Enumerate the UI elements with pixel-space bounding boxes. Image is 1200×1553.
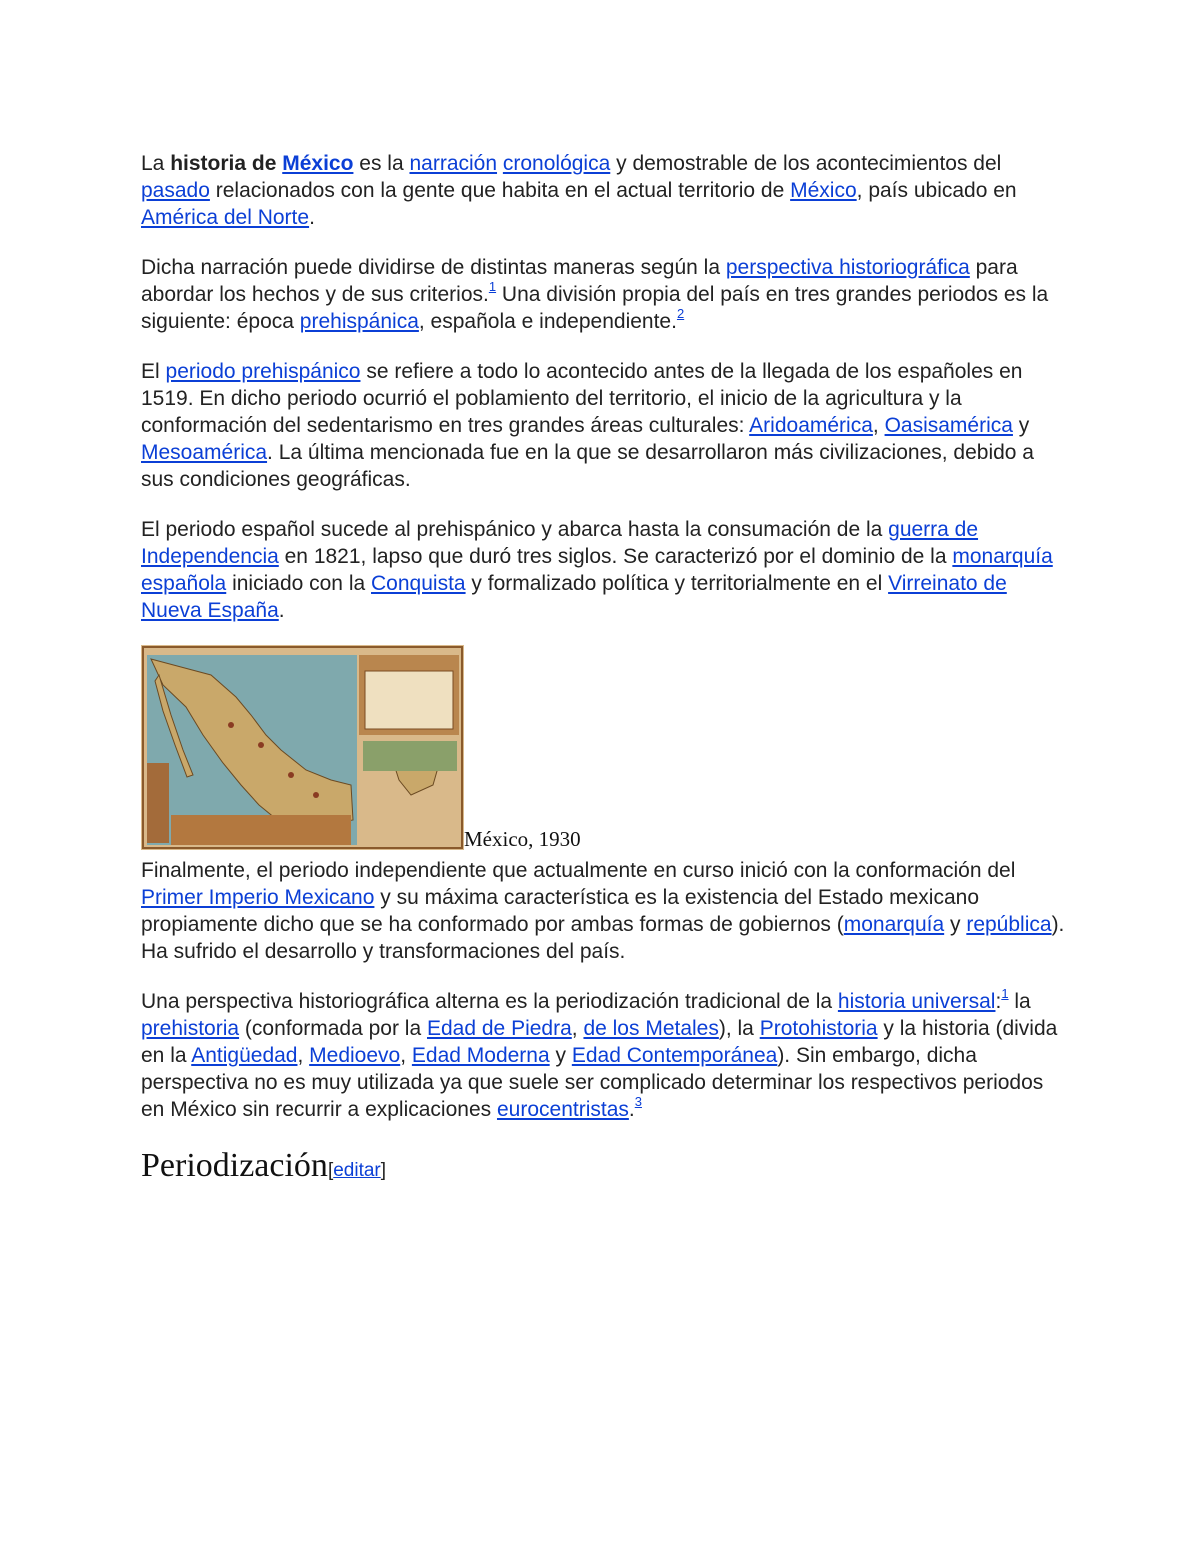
reference-1[interactable]: 1 bbox=[1001, 986, 1009, 1001]
text: en 1821, lapso que duró tres siglos. Se caracterizó por el dominio de la bbox=[278, 545, 953, 568]
paragraph-espanol bbox=[141, 516, 1066, 624]
link-mexico[interactable]: México bbox=[790, 179, 857, 202]
link-periodo-prehispanico[interactable]: periodo prehispánico bbox=[165, 360, 361, 383]
text: ). Sin embargo, dicha perspectiva no es muy utilizada ya que suele ser complicado determinar los respectivos periodos en México sin recurrir a explicaciones bbox=[141, 1044, 1044, 1121]
text: y bbox=[549, 1044, 572, 1067]
link-prehistoria[interactable]: prehistoria bbox=[141, 1017, 240, 1040]
heading-title: Periodización bbox=[141, 1147, 328, 1184]
text: relacionados con la gente que habita en el actual territorio de bbox=[209, 179, 791, 202]
text: La bbox=[141, 152, 171, 175]
map-image[interactable] bbox=[141, 645, 464, 850]
link-pasado[interactable]: pasado bbox=[141, 179, 210, 202]
link-eurocentristas[interactable]: eurocentristas bbox=[496, 1098, 629, 1121]
reference-2[interactable]: 2 bbox=[676, 306, 685, 321]
text: , española e independiente. bbox=[418, 310, 677, 333]
figure-caption: México, 1930 bbox=[464, 827, 581, 851]
text: . La última mencionada fue en la que se desarrollaron más civilizaciones, debido a sus condiciones geográficas. bbox=[141, 441, 1034, 491]
link-protohistoria[interactable]: Protohistoria bbox=[759, 1017, 878, 1040]
paragraph-prehispanico bbox=[141, 358, 1066, 493]
text: El periodo español sucede al prehispánico y abarca hasta la consumación de la bbox=[141, 518, 889, 541]
bracket: ] bbox=[380, 1160, 387, 1181]
paragraph-intro bbox=[141, 150, 1066, 231]
link-guerra-independencia[interactable]: guerra de Independencia bbox=[141, 518, 979, 568]
link-virreinato[interactable]: Virreinato de Nueva España bbox=[141, 572, 1007, 622]
link-antiguedad[interactable]: Antigüedad bbox=[191, 1044, 298, 1067]
link-cronologica[interactable]: cronológica bbox=[502, 152, 611, 175]
link-aridoamerica[interactable]: Aridoamérica bbox=[749, 414, 873, 437]
text: . bbox=[628, 1098, 635, 1121]
text: y su máxima característica es la existencia del Estado mexicano propiamente dicho que se ha conformado por ambas formas de gobiernos ( bbox=[141, 886, 979, 936]
map-figure bbox=[141, 645, 1066, 850]
text: Una perspectiva historiográfica alterna es la periodización tradicional de la bbox=[141, 990, 838, 1013]
link-perspectiva-historiografica[interactable]: perspectiva historiográfica bbox=[725, 256, 970, 279]
text: El bbox=[141, 360, 166, 383]
edit-link[interactable]: editar bbox=[333, 1160, 381, 1181]
link-oasisamerica[interactable]: Oasisamérica bbox=[884, 414, 1013, 437]
link-mexico-bold[interactable]: México bbox=[282, 152, 354, 175]
text: Dicha narración puede dividirse de distintas maneras según la bbox=[141, 256, 726, 279]
text: y demostrable de los acontecimientos del bbox=[610, 152, 1002, 175]
text: , bbox=[571, 1017, 584, 1040]
reference-1[interactable]: 1 bbox=[488, 279, 497, 294]
section-heading-periodizacion bbox=[141, 1146, 1066, 1191]
text: es la bbox=[353, 152, 410, 175]
text: . bbox=[309, 206, 315, 229]
link-narracion[interactable]: narración bbox=[409, 152, 498, 175]
link-edad-moderna[interactable]: Edad Moderna bbox=[411, 1044, 550, 1067]
text: (conformada por la bbox=[239, 1017, 427, 1040]
link-primer-imperio[interactable]: Primer Imperio Mexicano bbox=[141, 886, 375, 909]
link-historia-universal[interactable]: historia universal bbox=[837, 990, 996, 1013]
link-monarquia-espanola[interactable]: monarquía española bbox=[141, 545, 1053, 595]
text: se refiere a todo lo acontecido antes de la llegada de los españoles en 1519. En dicho periodo ocurrió el poblamiento del territorio, el inicio de la agricultura y la conformación del sedentarismo en tres grandes áreas culturales: bbox=[141, 360, 1023, 437]
text: , bbox=[872, 414, 885, 437]
text: y la historia (divida en la bbox=[141, 1017, 1058, 1067]
text: , país ubicado en bbox=[856, 179, 1017, 202]
paragraph-independiente bbox=[141, 857, 1066, 965]
bold-text: historia de bbox=[170, 152, 283, 175]
text: Una división propia del país en tres grandes periodos es la siguiente: época bbox=[141, 283, 1049, 333]
paragraph-alterna bbox=[141, 988, 1066, 1123]
text: , bbox=[400, 1044, 412, 1067]
text: y bbox=[944, 913, 967, 936]
text: , bbox=[297, 1044, 310, 1067]
reference-3[interactable]: 3 bbox=[634, 1094, 642, 1109]
text: : bbox=[995, 990, 1002, 1013]
link-prehispanica[interactable]: prehispánica bbox=[299, 310, 419, 333]
paragraph-division bbox=[141, 254, 1066, 335]
link-monarquia[interactable]: monarquía bbox=[843, 913, 945, 936]
bracket: [ bbox=[327, 1160, 334, 1181]
text: ). Ha sufrido el desarrollo y transformaciones del país. bbox=[141, 913, 1065, 963]
link-republica[interactable]: república bbox=[966, 913, 1052, 936]
link-edad-de-piedra[interactable]: Edad de Piedra bbox=[427, 1017, 572, 1040]
text: ), la bbox=[718, 1017, 760, 1040]
link-america-del-norte[interactable]: América del Norte bbox=[141, 206, 310, 229]
text: . bbox=[278, 599, 285, 622]
text: la bbox=[1008, 990, 1031, 1013]
link-conquista[interactable]: Conquista bbox=[371, 572, 466, 595]
link-mesoamerica[interactable]: Mesoamérica bbox=[141, 441, 268, 464]
text: iniciado con la bbox=[226, 572, 372, 595]
link-edad-contemporanea[interactable]: Edad Contemporánea bbox=[571, 1044, 778, 1067]
text: Finalmente, el periodo independiente que actualmente en curso inició con la conformación del bbox=[141, 859, 1016, 882]
text: y bbox=[1012, 414, 1030, 437]
text: para abordar los hechos y de sus criterios. bbox=[141, 256, 1018, 306]
article-body bbox=[141, 150, 1066, 1191]
link-medioevo[interactable]: Medioevo bbox=[309, 1044, 401, 1067]
text: y formalizado política y territorialmente en el bbox=[465, 572, 889, 595]
link-de-los-metales[interactable]: de los Metales bbox=[583, 1017, 719, 1040]
